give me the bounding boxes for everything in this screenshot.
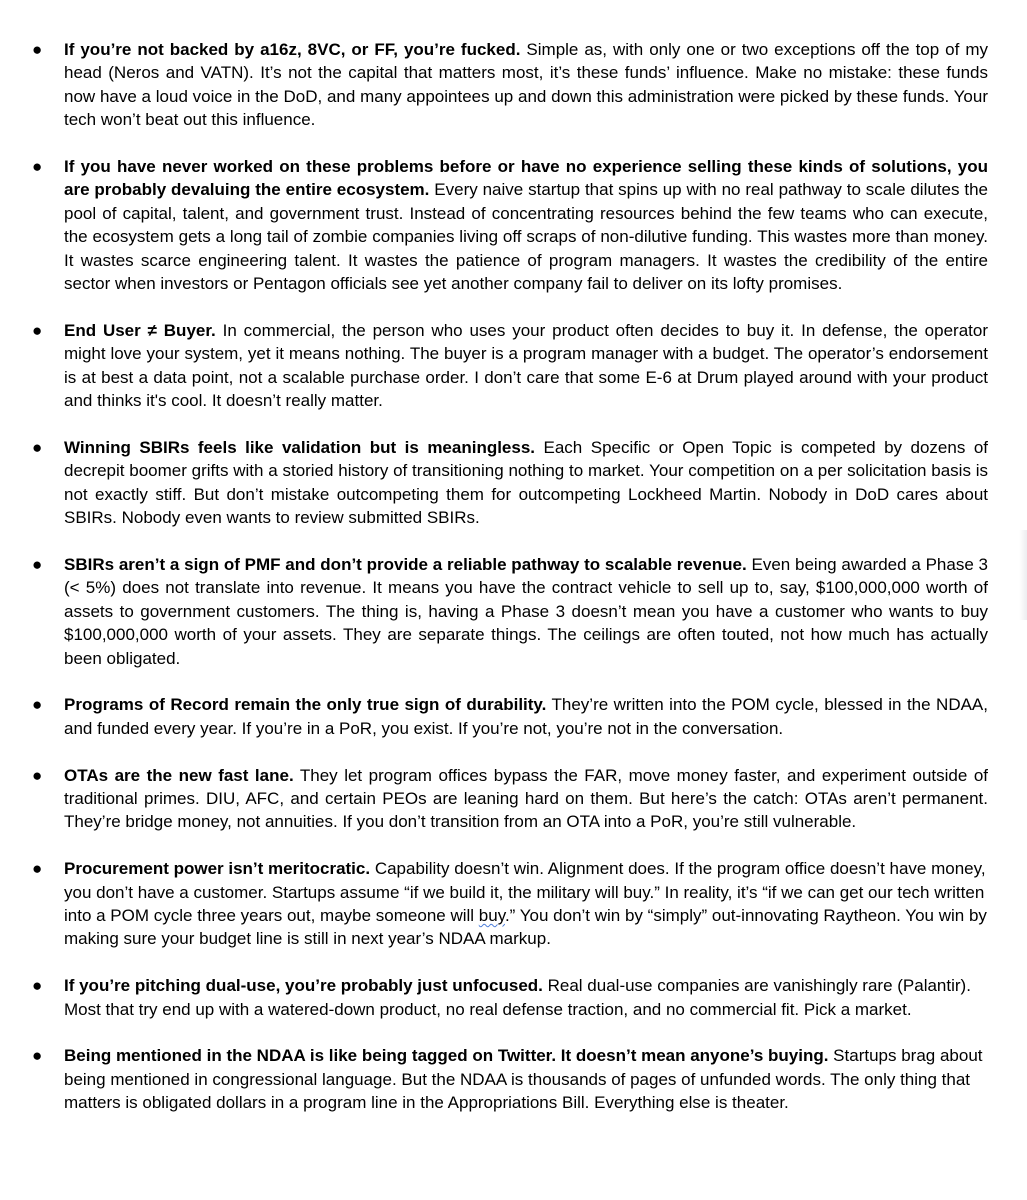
bullet-icon: ● xyxy=(32,859,43,879)
item-body-continued: .” You don’t win by “simply” out-innovating Raytheon. You win by making sure your budget line is still in next year’s NDAA markup. xyxy=(64,905,987,949)
list-item xyxy=(0,1044,1027,1114)
item-body: Every naive startup that spins up with no real pathway to scale dilutes the pool of capital, talent, and government trust. Instead of concentrating resources behind the few teams who can execute, the ecosystem gets a long tail of zombie companies living off scraps of non-dilutive funding. This wastes more than money. It wastes scarce engineering talent. It wastes the patience of program managers. It wastes the credibility of the entire sector when investors or Pentagon officials see yet another company fail to deliver on its lofty promises. xyxy=(64,180,988,294)
item-body: In commercial, the person who uses your product often decides to buy it. In defense, the operator might love your system, yet it means nothing. The buyer is a program manager with a budget. The operator’s endorsement is at best a data point, not a scalable purchase order. I don’t care that some E-6 at Drum played around with your product and thinks it's cool. It doesn’t really matter. xyxy=(64,320,989,411)
item-body: Each Specific or Open Topic is competed by dozens of decrepit boomer grifts with a storied history of transitioning nothing to market. Your competition on a per solicitation basis is not exactly stiff. But don’t mistake outcompeting them for outcompeting Lockheed Martin. Nobody in DoD cares about SBIRs. Nobody even wants to review submitted SBIRs. xyxy=(64,437,988,528)
item-lead: Programs of Record remain the only true sign of durability. xyxy=(64,695,547,715)
item-lead: Procurement power isn’t meritocratic. xyxy=(64,859,371,879)
item-lead: SBIRs aren’t a sign of PMF and don’t provide a reliable pathway to scalable revenue. xyxy=(64,554,747,574)
scrollbar-edge[interactable] xyxy=(1019,530,1027,620)
list-item xyxy=(0,693,1027,740)
list-item xyxy=(0,857,1027,951)
item-body: They let program offices bypass the FAR, move money faster, and experiment outside of traditional primes. DIU, AFC, and certain PEOs are leaning hard on them. But here’s the catch: OTAs aren’t permanent. They’re bridge money, not annuities. If you don’t transition from an OTA into a PoR, you’re still vulnerable. xyxy=(64,765,988,832)
bullet-icon: ● xyxy=(32,320,43,340)
list-item xyxy=(0,155,1027,295)
bullet-icon: ● xyxy=(32,554,43,574)
spellcheck-flagged-word[interactable]: buy xyxy=(478,905,505,925)
bullet-icon: ● xyxy=(32,976,43,996)
item-lead: Winning SBIRs feels like validation but is meaningless. xyxy=(64,437,536,457)
list-item xyxy=(0,764,1027,834)
document-body xyxy=(0,38,1027,1138)
item-lead: OTAs are the new fast lane. xyxy=(64,765,294,785)
item-body: They’re written into the POM cycle, blessed in the NDAA, and funded every year. If you’re in a PoR, you exist. If you’re not, you’re not in the conversation. xyxy=(64,695,988,738)
bullet-list xyxy=(0,38,1027,1115)
bullet-icon: ● xyxy=(32,765,43,785)
item-lead: End User ≠ Buyer. xyxy=(64,320,216,340)
bullet-icon: ● xyxy=(32,40,43,59)
list-item xyxy=(0,319,1027,413)
item-lead: If you’re not backed by a16z, 8VC, or FF, you’re fucked. xyxy=(64,40,521,59)
item-lead: If you’re pitching dual-use, you’re probably just unfocused. xyxy=(64,976,543,996)
bullet-icon: ● xyxy=(32,695,43,715)
bullet-icon: ● xyxy=(32,437,43,457)
list-item xyxy=(0,38,1027,132)
item-body: Capability doesn’t win. Alignment does. If the program office doesn’t have money, you don’t have a customer. Startups assume “if we build it, the military will buy.” In reality, it’s “if we can get our tech written into a POM cycle three years out, maybe someone will xyxy=(64,859,986,925)
list-item xyxy=(0,436,1027,530)
item-lead: Being mentioned in the NDAA is like being tagged on Twitter. It doesn’t mean anyone’s buying. xyxy=(64,1046,829,1066)
item-body: Startups brag about being mentioned in congressional language. But the NDAA is thousands of pages of unfunded words. The only thing that matters is obligated dollars in a program line in the Appropriations Bill. Everything else is theater. xyxy=(64,1046,983,1113)
bullet-icon: ● xyxy=(32,157,43,177)
item-lead: If you have never worked on these problems before or have no experience selling these kinds of solutions, you are probably devaluing the entire ecosystem. xyxy=(64,157,988,200)
bullet-icon: ● xyxy=(32,1046,43,1066)
item-body: Simple as, with only one or two exceptions off the top of my head (Neros and VATN). It’s not the capital that matters most, it’s these funds’ influence. Make no mistake: these funds now have a loud voice in the DoD, and many appointees up and down this administration were picked by these funds. Your tech won’t beat out this influence. xyxy=(64,40,988,130)
list-item xyxy=(0,553,1027,670)
item-body: Even being awarded a Phase 3 (< 5%) does not translate into revenue. It means you have the contract vehicle to sell up to, say, $100,000,000 worth of assets to government customers. The thing is, having a Phase 3 doesn’t mean you have a customer who wants to buy $100,000,000 worth of your assets. They are separate things. The ceilings are often touted, not how much has actually been obligated. xyxy=(64,554,989,668)
item-body: Real dual-use companies are vanishingly rare (Palantir). Most that try end up with a watered-down product, no real defense traction, and no commercial fit. Pick a market. xyxy=(64,976,971,1019)
list-item xyxy=(0,974,1027,1021)
